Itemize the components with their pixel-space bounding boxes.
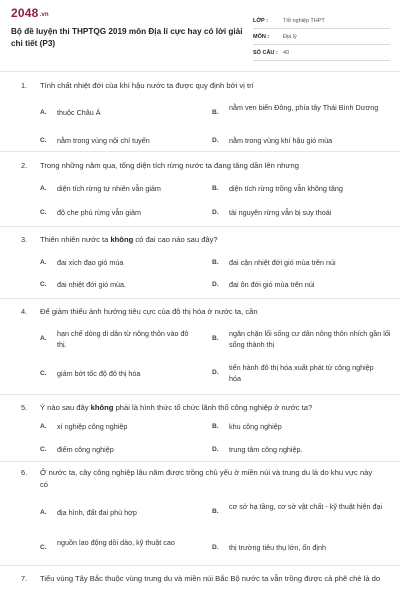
option-text: giảm bớt tốc độ đô thị hóa xyxy=(57,369,141,378)
document-title: Bộ đề luyện thi THPTQG 2019 môn Địa lí cực hay có lời giải chi tiết (P3) xyxy=(11,27,243,48)
option-text: độ che phủ rừng vẫn giảm xyxy=(57,208,141,217)
meta-row-class xyxy=(253,13,390,29)
option-text: diện tích rừng tự nhiên vẫn giảm xyxy=(57,184,161,193)
question-number: 6. xyxy=(21,468,28,477)
question-number: 7. xyxy=(21,574,28,583)
question-text: Tính chất nhiệt đới của khí hậu nước ta được quy định bởi vị trí xyxy=(40,81,254,90)
option-text: trung tâm công nghiệp. xyxy=(229,445,303,454)
option-text: địa hình, đất đai phù hợp xyxy=(57,508,137,517)
option-text: ngăn chặn lối sống cư dân nông thôn nhích gần lối sống thành thị xyxy=(229,329,391,349)
option-letter: D. xyxy=(212,446,219,453)
question-divider xyxy=(0,565,400,566)
meta-row-count xyxy=(253,45,390,61)
question-number: 1. xyxy=(21,81,28,90)
option-letter: C. xyxy=(40,446,47,453)
option-text: nằm trong vùng khí hậu gió mùa xyxy=(229,136,333,145)
question-text: Tiểu vùng Tây Bắc thuộc vùng trung du và miền núi Bắc Bộ nước ta vẫn trồng được cả phê chè là do xyxy=(40,574,381,583)
question-text: Trong những năm qua, tổng diện tích rừng nước ta đang tăng dần lên nhưng xyxy=(40,161,299,170)
header-divider xyxy=(0,71,400,72)
question-text xyxy=(40,234,385,246)
option-letter: C. xyxy=(40,281,47,288)
option-letter: A. xyxy=(40,259,47,266)
meta-value: Tốt nghiệp THPT xyxy=(283,17,325,24)
option-text: điểm công nghiệp xyxy=(57,445,114,454)
option-text: xí nghiệp công nghiệp xyxy=(57,422,128,431)
logo-tld: .vn xyxy=(39,12,49,18)
option-letter: B. xyxy=(212,335,219,342)
option-text: diện tích rừng trồng vẫn không tăng xyxy=(229,184,343,193)
option-letter: C. xyxy=(40,370,47,377)
meta-row-subject xyxy=(253,29,390,45)
meta-value: 40 xyxy=(283,49,290,56)
option-letter: D. xyxy=(212,281,219,288)
option-text: thuộc Châu Á xyxy=(57,108,101,117)
meta-label: MÔN : xyxy=(253,33,270,40)
question-number: 2. xyxy=(21,161,28,170)
option-text: đai nhiệt đới gió mùa. xyxy=(57,280,127,289)
meta-value: Địa lý xyxy=(283,33,297,40)
option-letter: D. xyxy=(212,369,219,376)
option-text: tiến hành đô thị hóa xuất phát từ công nghiệp hóa xyxy=(229,363,374,383)
question-divider xyxy=(0,226,400,227)
option-text: khu công nghiệp xyxy=(229,422,282,431)
question-text: Ở nước ta, cây công nghiệp lâu năm được trồng chủ yếu ở miền núi và trung du là do khu vực này có xyxy=(40,468,373,489)
option-text: nằm ven biển Đông, phía tây Thái Bình Dương xyxy=(229,103,379,112)
option-text: hạn chế dòng di dân từ nông thôn vào đô thị. xyxy=(57,329,189,349)
option-letter: A. xyxy=(40,423,47,430)
question-divider xyxy=(0,461,400,462)
option-letter: A. xyxy=(40,109,47,116)
option-letter: C. xyxy=(40,544,47,551)
site-logo[interactable] xyxy=(11,6,49,20)
option-text: cơ sở hạ tầng, cơ sở vật chất - kỹ thuật hiện đại xyxy=(229,502,383,511)
meta-info xyxy=(253,13,390,61)
option-letter: B. xyxy=(212,259,219,266)
option-letter: A. xyxy=(40,509,47,516)
question-divider xyxy=(0,151,400,152)
logo-main: 2048 xyxy=(11,6,39,20)
option-letter: C. xyxy=(40,137,47,144)
option-letter: D. xyxy=(212,544,219,551)
meta-label: SỐ CÂU : xyxy=(253,49,278,56)
question-number: 4. xyxy=(21,307,28,316)
option-text: nằm trong vùng nội chí tuyến xyxy=(57,136,150,145)
option-letter: B. xyxy=(212,185,219,192)
option-text: đai cận nhiệt đới gió mùa trên núi xyxy=(229,258,336,267)
question-number: 3. xyxy=(21,235,28,244)
option-letter: D. xyxy=(212,209,219,216)
option-text: thị trường tiêu thụ lớn, ổn định xyxy=(229,543,326,552)
option-text: tài nguyên rừng vẫn bị suy thoái xyxy=(229,208,332,217)
option-letter: C. xyxy=(40,209,47,216)
question-text-part: Ý nào sau đây xyxy=(40,403,91,412)
meta-label: LỚP : xyxy=(253,17,268,24)
option-letter: B. xyxy=(212,423,219,430)
option-letter: A. xyxy=(40,185,47,192)
page-header xyxy=(0,0,400,70)
question-text-emphasis: không xyxy=(90,403,114,412)
question-divider xyxy=(0,394,400,395)
option-letter: D. xyxy=(212,137,219,144)
question-text xyxy=(40,402,385,414)
question-number: 5. xyxy=(21,403,28,412)
option-text: đai ôn đới gió mùa trên núi xyxy=(229,280,315,289)
question-text-part: có đai cao nào sau đây? xyxy=(133,235,218,244)
question-text-part: Thiên nhiên nước ta xyxy=(40,235,111,244)
option-text: đai xích đạo gió mùa xyxy=(57,258,124,267)
option-letter: B. xyxy=(212,508,219,515)
question-text: Để giảm thiểu ảnh hưởng tiêu cực của đô thị hóa ở nước ta, cần xyxy=(40,307,258,316)
question-text-part: phải là hình thức tổ chức lãnh thổ công nghiệp ở nước ta? xyxy=(113,403,313,412)
option-text: nguồn lao động dồi dào, kỹ thuật cao xyxy=(57,538,175,547)
option-letter: B. xyxy=(212,109,219,116)
option-letter: A. xyxy=(40,335,47,342)
question-text-emphasis: không xyxy=(110,235,134,244)
question-divider xyxy=(0,298,400,299)
